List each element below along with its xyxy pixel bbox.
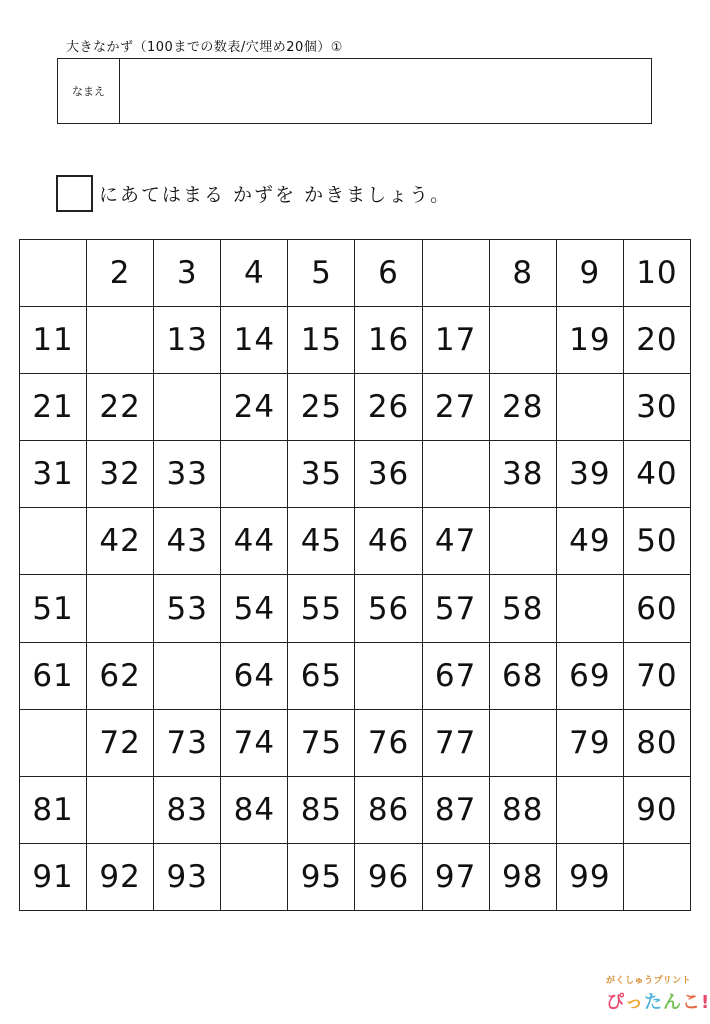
number-cell: 49 [557, 508, 624, 575]
number-cell: 91 [20, 844, 87, 911]
number-cell: 28 [490, 374, 557, 441]
number-cell: 20 [624, 307, 691, 374]
logo-char: こ [682, 992, 701, 1013]
number-cell: 47 [423, 508, 490, 575]
logo-char: ! [701, 992, 710, 1013]
number-cell: 73 [154, 710, 221, 777]
blank-cell[interactable] [20, 240, 87, 307]
number-cell: 90 [624, 777, 691, 844]
blank-cell[interactable] [355, 643, 422, 710]
worksheet-title: 大きなかず（100までの数表/穴埋め20個）① [66, 40, 343, 55]
number-cell: 62 [87, 643, 154, 710]
number-cell: 75 [288, 710, 355, 777]
brand-logo [606, 973, 710, 1015]
blank-cell[interactable] [624, 844, 691, 911]
number-cell: 88 [490, 777, 557, 844]
number-cell: 96 [355, 844, 422, 911]
number-cell: 8 [490, 240, 557, 307]
number-cell: 72 [87, 710, 154, 777]
name-field[interactable] [120, 59, 651, 123]
number-cell: 86 [355, 777, 422, 844]
number-cell: 53 [154, 575, 221, 642]
number-cell: 32 [87, 441, 154, 508]
number-cell: 31 [20, 441, 87, 508]
blank-cell[interactable] [154, 374, 221, 441]
blank-cell[interactable] [490, 307, 557, 374]
blank-cell[interactable] [20, 508, 87, 575]
number-cell: 40 [624, 441, 691, 508]
blank-cell[interactable] [87, 307, 154, 374]
number-cell: 21 [20, 374, 87, 441]
number-cell: 10 [624, 240, 691, 307]
number-cell: 27 [423, 374, 490, 441]
blank-cell[interactable] [490, 508, 557, 575]
number-cell: 6 [355, 240, 422, 307]
logo-char: た [644, 992, 663, 1013]
number-cell: 95 [288, 844, 355, 911]
number-cell: 79 [557, 710, 624, 777]
blank-cell[interactable] [87, 777, 154, 844]
number-cell: 70 [624, 643, 691, 710]
number-cell: 80 [624, 710, 691, 777]
blank-cell[interactable] [221, 441, 288, 508]
logo-char: っ [625, 992, 644, 1013]
number-cell: 67 [423, 643, 490, 710]
number-cell: 98 [490, 844, 557, 911]
instruction-text: にあてはまる かずを かきましょう。 [99, 184, 452, 206]
number-cell: 38 [490, 441, 557, 508]
blank-cell[interactable] [154, 643, 221, 710]
name-box [57, 58, 652, 124]
number-cell: 97 [423, 844, 490, 911]
number-cell: 60 [624, 575, 691, 642]
number-cell: 16 [355, 307, 422, 374]
number-grid [19, 239, 691, 911]
logo-char: ん [663, 992, 682, 1013]
number-cell: 33 [154, 441, 221, 508]
number-cell: 19 [557, 307, 624, 374]
number-cell: 2 [87, 240, 154, 307]
number-cell: 43 [154, 508, 221, 575]
number-cell: 64 [221, 643, 288, 710]
blank-cell[interactable] [557, 374, 624, 441]
blank-cell[interactable] [423, 240, 490, 307]
blank-cell[interactable] [20, 710, 87, 777]
number-cell: 26 [355, 374, 422, 441]
number-cell: 5 [288, 240, 355, 307]
number-cell: 56 [355, 575, 422, 642]
number-cell: 24 [221, 374, 288, 441]
blank-cell[interactable] [423, 441, 490, 508]
number-cell: 85 [288, 777, 355, 844]
blank-cell[interactable] [221, 844, 288, 911]
name-label: なまえ [58, 59, 120, 123]
number-cell: 13 [154, 307, 221, 374]
number-cell: 4 [221, 240, 288, 307]
number-cell: 83 [154, 777, 221, 844]
number-cell: 14 [221, 307, 288, 374]
number-cell: 93 [154, 844, 221, 911]
number-cell: 45 [288, 508, 355, 575]
number-cell: 76 [355, 710, 422, 777]
number-cell: 46 [355, 508, 422, 575]
number-cell: 15 [288, 307, 355, 374]
number-cell: 50 [624, 508, 691, 575]
number-cell: 39 [557, 441, 624, 508]
number-cell: 55 [288, 575, 355, 642]
number-cell: 11 [20, 307, 87, 374]
logo-wordmark [606, 988, 710, 1014]
number-cell: 44 [221, 508, 288, 575]
number-cell: 57 [423, 575, 490, 642]
number-cell: 51 [20, 575, 87, 642]
number-cell: 58 [490, 575, 557, 642]
number-cell: 3 [154, 240, 221, 307]
instruction [56, 175, 451, 212]
number-cell: 9 [557, 240, 624, 307]
number-cell: 42 [87, 508, 154, 575]
number-cell: 22 [87, 374, 154, 441]
number-cell: 54 [221, 575, 288, 642]
number-cell: 69 [557, 643, 624, 710]
number-cell: 17 [423, 307, 490, 374]
number-cell: 35 [288, 441, 355, 508]
blank-box-sample [56, 175, 93, 212]
number-cell: 74 [221, 710, 288, 777]
number-cell: 87 [423, 777, 490, 844]
blank-cell[interactable] [557, 777, 624, 844]
number-cell: 81 [20, 777, 87, 844]
number-cell: 36 [355, 441, 422, 508]
number-cell: 92 [87, 844, 154, 911]
number-cell: 99 [557, 844, 624, 911]
blank-cell[interactable] [557, 575, 624, 642]
blank-cell[interactable] [87, 575, 154, 642]
number-cell: 25 [288, 374, 355, 441]
logo-tagline: がくしゅうプリント [606, 976, 692, 986]
number-cell: 68 [490, 643, 557, 710]
number-cell: 65 [288, 643, 355, 710]
number-cell: 77 [423, 710, 490, 777]
number-cell: 30 [624, 374, 691, 441]
logo-char: ぴ [606, 992, 625, 1013]
number-cell: 84 [221, 777, 288, 844]
number-cell: 61 [20, 643, 87, 710]
blank-cell[interactable] [490, 710, 557, 777]
